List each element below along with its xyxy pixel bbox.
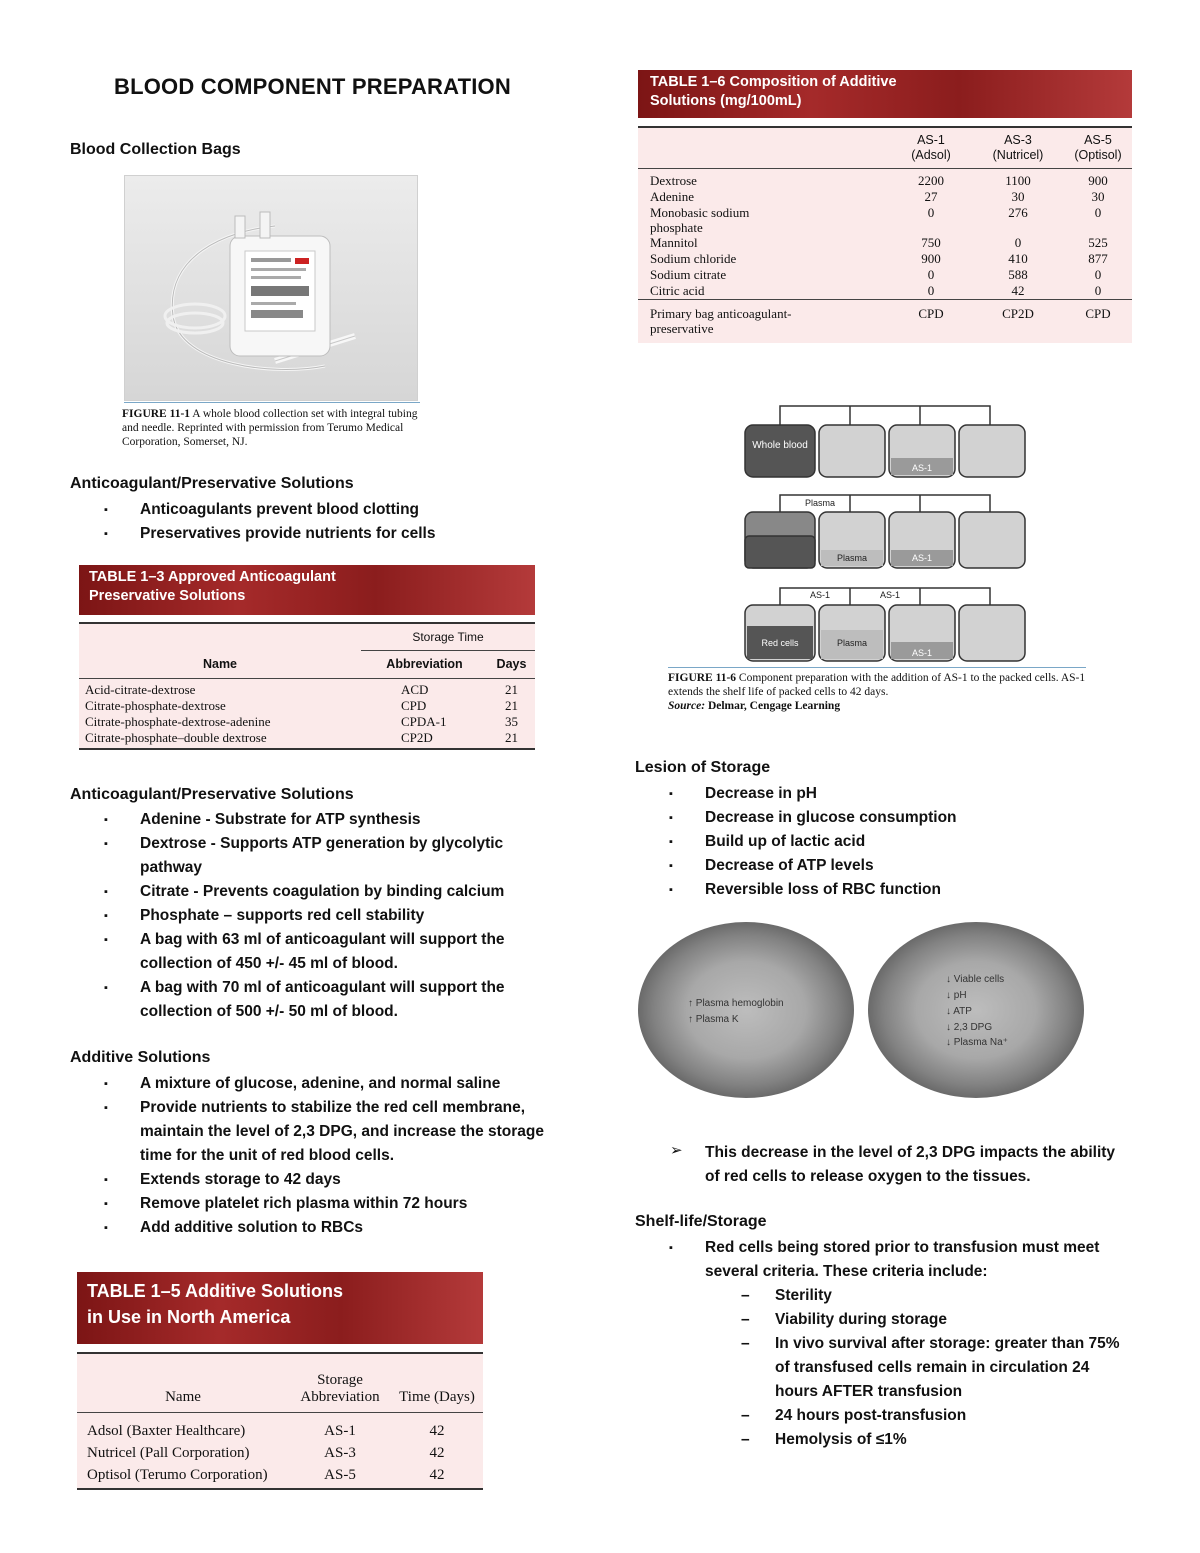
list-item: ▪ Citrate - Prevents coagulation by binding calcium <box>70 880 550 904</box>
cell: 0 <box>927 266 935 282</box>
table-title-line: in Use in North America <box>87 1307 291 1327</box>
ap2-heading: Anticoagulant/Preservative Solutions <box>70 786 354 803</box>
cell-label: ↓ pH <box>946 990 967 1001</box>
list-item: ▪ Add additive solution to RBCs <box>70 1216 570 1240</box>
col-header-line: (Optisol) <box>1074 147 1122 162</box>
lesion-list <box>635 782 1155 902</box>
cell: 0 <box>927 204 935 220</box>
criteria-list <box>635 1284 1135 1452</box>
col-header-line: (Nutricel) <box>992 147 1044 162</box>
cell: 0 <box>1094 204 1102 220</box>
cell: 27 <box>924 188 938 204</box>
cell: 42 <box>429 1467 445 1483</box>
ap1-list <box>70 498 590 546</box>
cell: 0 <box>1094 282 1102 298</box>
col-header <box>972 128 1064 168</box>
cell: CP2D <box>1002 305 1034 321</box>
cell: 2200 <box>918 172 944 188</box>
list-item: ▪ Dextrose - Supports ATP generation by glycolytic pathway <box>70 832 550 880</box>
as1-label: AS-1 <box>911 648 933 658</box>
cell: 0 <box>927 282 935 298</box>
cell: Adsol (Baxter Healthcare) <box>87 1423 246 1439</box>
table-title-line: TABLE 1–6 Composition of Additive <box>650 74 897 90</box>
component-caption-label: FIGURE 11-6 <box>668 672 737 684</box>
table-row <box>77 1465 483 1487</box>
table-row <box>638 189 1132 205</box>
plasma-arrow-label: Plasma <box>804 498 836 508</box>
cell: 750 <box>921 234 941 250</box>
col-header: Storage Abbreviation <box>300 1371 380 1405</box>
bags-caption-label: FIGURE 11-1 <box>122 408 191 420</box>
criteria-item: – Hemolysis of ≤1% <box>635 1428 1135 1452</box>
table-title-line: Preservative Solutions <box>89 588 246 604</box>
additive-heading: Additive Solutions <box>70 1049 211 1066</box>
shelf-heading: Shelf-life/Storage <box>635 1213 767 1230</box>
plasma-label: Plasma <box>836 553 868 563</box>
list-item: ▪ Anticoagulants prevent blood clotting <box>70 498 590 522</box>
table-row <box>638 306 1132 336</box>
list-item: ▪ Phosphate – supports red cell stability <box>70 904 550 928</box>
rbc-svg <box>636 920 1086 1100</box>
dpg-note: This decrease in the level of 2,3 DPG impacts the ability of red cells to release oxygen to the tissues. <box>705 1144 1116 1185</box>
bags-heading: Blood Collection Bags <box>70 141 241 158</box>
cell: 276 <box>1008 204 1028 220</box>
cell: Citrate-phosphate–double dextrose <box>85 729 267 745</box>
table-row <box>638 235 1132 251</box>
cell: Citrate-phosphate-dextrose-adenine <box>85 713 271 729</box>
additive-list <box>70 1072 570 1240</box>
lesion-heading: Lesion of Storage <box>635 759 771 776</box>
cell: CPD <box>1085 305 1111 321</box>
col-header: Time (Days) <box>399 1388 475 1405</box>
cell: 42 <box>1011 282 1025 298</box>
cell-label: ↓ 2,3 DPG <box>946 1022 993 1033</box>
cell: AS-5 <box>324 1467 356 1483</box>
criteria-item: – In vivo survival after storage: greater than 75% of transfused cells remain in circulation 24 hours AFTER transfusion <box>635 1332 1135 1404</box>
cell: Dextrose <box>650 172 697 188</box>
table-1-5-title <box>77 1272 483 1344</box>
table-1-6 <box>638 70 1132 343</box>
col-header-line: AS-1 <box>917 132 945 147</box>
shelf-list <box>635 1236 1135 1284</box>
ap2-list <box>70 808 550 1024</box>
list-item: ▪ Red cells being stored prior to transfusion must meet several criteria. These criteria include: <box>635 1236 1135 1284</box>
col-header-line: (Adsol) <box>911 147 951 162</box>
component-caption <box>668 671 1088 713</box>
source-text: Delmar, Cengage Learning <box>707 700 841 712</box>
list-item: ▪ Reversible loss of RBC function <box>635 878 1155 902</box>
cell: Monobasic sodium phosphate <box>650 204 750 235</box>
cell: 525 <box>1088 234 1108 250</box>
as1-label: AS-1 <box>911 463 933 473</box>
criteria-item: – Sterility <box>635 1284 1135 1308</box>
component-diagram <box>735 400 1035 666</box>
cell: 21 <box>505 681 518 697</box>
table-1-6-grid <box>638 128 1132 336</box>
cell: Primary bag anticoagulant-preservative <box>650 305 792 336</box>
cell: 30 <box>1091 188 1105 204</box>
table-1-3 <box>79 565 535 750</box>
cell-label: ↑ Plasma K <box>688 1014 739 1025</box>
cell: Citrate-phosphate-dextrose <box>85 697 226 713</box>
cell-label: ↓ ATP <box>946 1006 972 1017</box>
table-title-line: Solutions (mg/100mL) <box>650 93 802 109</box>
cell: CP2D <box>401 729 433 745</box>
cell: CPDA-1 <box>401 713 447 729</box>
cell: Sodium chloride <box>650 250 737 266</box>
figure-rule <box>124 402 420 403</box>
cell: 35 <box>505 713 518 729</box>
table-row <box>79 730 535 746</box>
arrow-bullet-icon: ➢ <box>670 1142 683 1159</box>
table-1-5-grid <box>77 1354 483 1487</box>
cell: 30 <box>1011 188 1025 204</box>
plasma-label: Plasma <box>836 638 868 648</box>
cell: Nutricel (Pall Corporation) <box>87 1445 250 1461</box>
table-title-line: TABLE 1–3 Approved Anticoagulant <box>89 569 336 585</box>
cell: Mannitol <box>650 234 698 250</box>
source-label: Source: <box>668 700 706 712</box>
as1-arrow-label: AS-1 <box>879 590 901 600</box>
list-item: ▪ Remove platelet rich plasma within 72 hours <box>70 1192 570 1216</box>
storage-time-header: Storage Time <box>361 624 535 650</box>
cell: 1100 <box>1005 172 1031 188</box>
col-header-line: AS-5 <box>1084 132 1112 147</box>
cell: 0 <box>1094 266 1102 282</box>
table-1-3-title <box>79 565 535 615</box>
table-title-line: TABLE 1–5 Additive Solutions <box>87 1281 344 1301</box>
table-row <box>79 682 535 698</box>
col-header <box>1064 128 1132 168</box>
cell: 877 <box>1088 250 1108 266</box>
blood-bag-figure <box>124 175 418 401</box>
cell: Citric acid <box>650 282 705 298</box>
col-header-line: AS-3 <box>1004 132 1032 147</box>
col-header: Name <box>165 1388 201 1405</box>
criteria-item: – 24 hours post-transfusion <box>635 1404 1135 1428</box>
cell: 410 <box>1008 250 1028 266</box>
list-item: ▪ A bag with 63 ml of anticoagulant will support the collection of 450 +/- 45 ml of blood. <box>70 928 550 976</box>
cell-label: ↓ Plasma Na⁺ <box>946 1037 1008 1048</box>
cell: AS-3 <box>324 1445 356 1461</box>
list-item: ▪ A mixture of glucose, adenine, and normal saline <box>70 1072 570 1096</box>
page-title: BLOOD COMPONENT PREPARATION <box>114 74 511 99</box>
bags-caption <box>122 407 427 449</box>
list-item: ▪ Preservatives provide nutrients for cells <box>70 522 590 546</box>
cell: CPD <box>918 305 944 321</box>
list-item: ▪ Adenine - Substrate for ATP synthesis <box>70 808 550 832</box>
col-header: Days <box>496 657 527 671</box>
cell: AS-1 <box>324 1423 356 1439</box>
table-row <box>638 173 1132 189</box>
list-item: ▪ Decrease in pH <box>635 782 1155 806</box>
cell: 42 <box>429 1445 445 1461</box>
list-item: ▪ Extends storage to 42 days <box>70 1168 570 1192</box>
cell: Optisol (Terumo Corporation) <box>87 1467 268 1483</box>
rbc-cell-left <box>638 922 854 1098</box>
cell: Sodium citrate <box>650 266 727 282</box>
as1-label: AS-1 <box>911 553 933 563</box>
table-row <box>79 714 535 730</box>
table-1-6-title <box>638 70 1132 118</box>
cell: 0 <box>1014 234 1022 250</box>
table-1-3-grid <box>79 624 535 746</box>
table-1-5 <box>77 1272 483 1490</box>
criteria-item: – Viability during storage <box>635 1308 1135 1332</box>
figure-rule <box>668 667 1086 668</box>
cell-label: ↓ Viable cells <box>946 974 1005 985</box>
cell: 42 <box>429 1423 445 1439</box>
rbc-illustration <box>636 920 1086 1100</box>
table-row <box>77 1421 483 1443</box>
table-row <box>638 251 1132 267</box>
whole-blood-label: Whole blood <box>752 440 808 451</box>
as1-arrow-label: AS-1 <box>809 590 831 600</box>
table-row <box>638 205 1132 235</box>
cell-label: ↑ Plasma hemoglobin <box>688 998 784 1009</box>
rbc-cell-right <box>868 922 1084 1098</box>
red-cells-label: Red cells <box>761 638 799 648</box>
col-header: Name <box>202 656 238 671</box>
bags-caption-text: A whole blood collection set with integral tubing and needle. Reprinted with permission from Terumo Medical Corporation, Somerset, NJ. <box>122 408 418 448</box>
cell: 900 <box>1088 172 1108 188</box>
cell: 900 <box>921 250 941 266</box>
table-row <box>77 1443 483 1465</box>
cell: 21 <box>505 729 518 745</box>
col-header: Abbreviation <box>386 657 463 671</box>
ap1-heading: Anticoagulant/Preservative Solutions <box>70 475 354 492</box>
table-row <box>638 267 1132 283</box>
list-item: ▪ Decrease in glucose consumption <box>635 806 1155 830</box>
list-item: ▪ A bag with 70 ml of anticoagulant will support the collection of 500 +/- 50 ml of blood. <box>70 976 550 1024</box>
list-item: ▪ Decrease of ATP levels <box>635 854 1155 878</box>
cell: CPD <box>401 697 427 713</box>
component-diagram-svg <box>735 400 1035 666</box>
cell: 21 <box>505 697 518 713</box>
table-row <box>79 698 535 714</box>
table-row <box>638 283 1132 300</box>
cell: Acid-citrate-dextrose <box>85 681 196 697</box>
cell: ACD <box>401 681 429 697</box>
list-item: ▪ Build up of lactic acid <box>635 830 1155 854</box>
col-header <box>890 128 972 168</box>
list-item: ▪ Provide nutrients to stabilize the red cell membrane, maintain the level of 2,3 DPG, and increase the storage time for the unit of red blood cells. <box>70 1096 570 1168</box>
blood-bag-image <box>125 176 417 400</box>
component-caption-text: Component preparation with the addition of AS-1 to the packed cells. AS-1 extends the shelf life of packed cells to 42 days. <box>668 672 1086 698</box>
cell: Adenine <box>650 188 695 204</box>
cell: 588 <box>1008 266 1028 282</box>
